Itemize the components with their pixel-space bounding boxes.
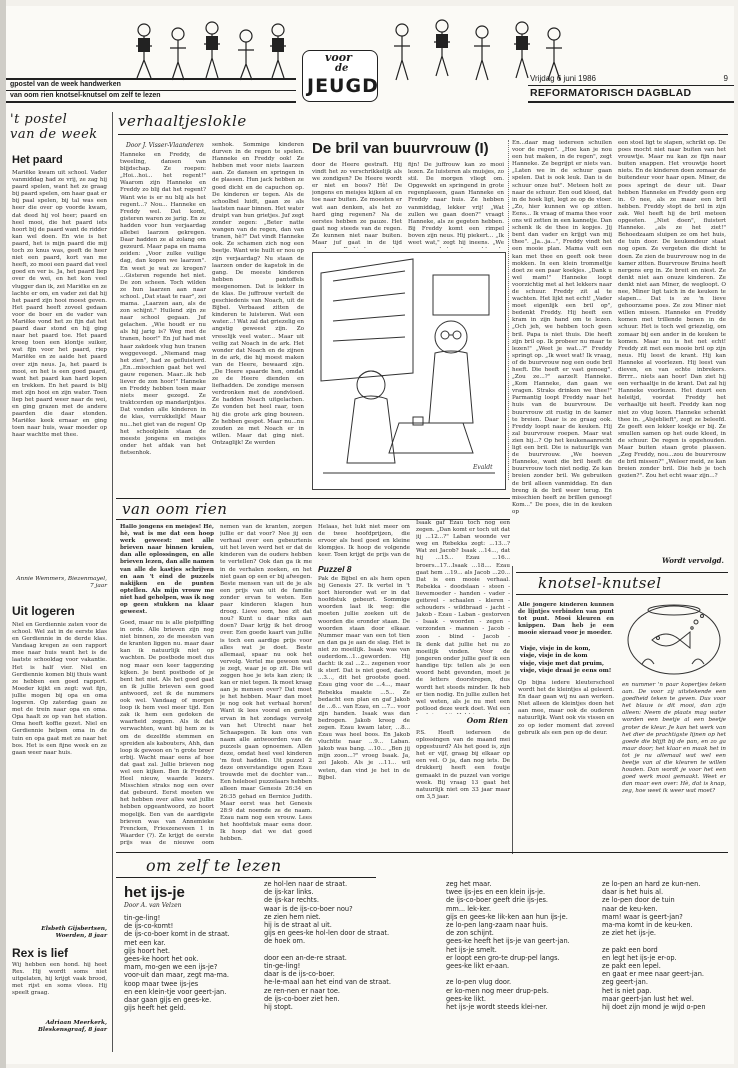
oom-rien-heading: van oom rien — [122, 500, 228, 518]
verhaaltje-heading: verhaaltjeslokle — [118, 112, 247, 130]
oom-rien-intro — [120, 524, 214, 616]
column-divider-right — [512, 566, 513, 854]
oom-rien-col4 — [416, 520, 510, 640]
om-zelf-header — [116, 850, 728, 878]
ijsje-col4: ze lo-pen an hard ze kun-nen. daar is het huis al. ze lo-pen door de tuin naar de keu-ken. mam! waar is geert-jan? ma-ma komt in de keu-ken. ze ziet het ijs-je. ze pakt een bord en legt het ijs-je er-op. ze pakt een lepel. en gaat er mee naar geert-jan. zeg geert-jan. het is niet pap. maar geert-jan lust het wel. hij doet zijn mond je wijd o-pen — [602, 880, 706, 1012]
paard-body — [12, 170, 107, 574]
logo-de: de — [335, 63, 349, 74]
bril-col1 — [312, 162, 402, 248]
masthead-left-line1: gpostel van de week handwerken — [10, 81, 121, 88]
logo-jeugd: JEUGD — [307, 75, 379, 97]
puzzel-body — [318, 576, 410, 846]
uit-logeren-title: Uit logeren — [12, 604, 75, 618]
children-glasses-illustration — [312, 252, 506, 490]
children-glasses-drawing — [313, 253, 505, 489]
page-number: 9 — [723, 74, 728, 83]
verhaaltje-col1 — [120, 152, 206, 488]
verhaaltje-byline: Door J. Visser-Vlaanderen — [126, 142, 204, 149]
verhaaltje-col1-text: Hanneke en Freddy, de tweeling, dansen van blijdschap. Ze roepen: „Hoi...hoi... het regent!" Waarom zijn Hanneke en Freddy zo blij dat het regent? Want wie is er nu blij als het regent...? Nou... Hanneke en Freddy wel. Dat komt, gisteren waren ze jarig. En ze hadden voor hun verjaardag allebei laarzen gekregen. Daar hadden ze al zolang om gezeurd. Maar papa en mama zeiden: „Voor zulke vuilige dag, dan kopen we laarzen". En weet je wat ze kregen? ...Gisteren regende het niet. De zon scheen. Toch wilden ze hun laarzen aan naar school. „Dat staat te raar", zei mama. „Laarzen aan, als de zon schijnt." Huilend zijn ze naar school gegaan. Juf gelachen. „Wie houdt er nu als hij jarig is? Weg met de tranen, hoor!" En juf had met haar zakdoek vlug hun tranen weggeveegd. „Niemand mag het zien", had ze gefluisterd. „En...misschien gaat het wel gauw regenen. Maar...ik heb liever de zon hoor!" Hanneke en Freddy hebben toen maar niets meer gezegd. Ze traktcerden op mandarijntjes. Dat vonden alle kinderen in de klas, verrukkelijk! Maar nu...het giet van de regen! Op het schoolplein staan de meeste jongens en meisjes onder het afdak van het fietsenhok. — [120, 152, 206, 456]
oom-rien-col4-text: Isaak gaf Ezau toch nog een zegen. „Dan komt er toch uit dat jij ...12...?" Laban woonde ver weg en Rebekka zegt: ...13...? Wat zei Jacob? Isaak ...14..., dat hij ...15... Ezau ...16... broers...17...Isaak ...18.... Ezau gaat hem ...19... als Jacob ...20... Dat is een mooie verhaal. Rebekka - doodslaan - steen - lievemoeder - handen - vader - geitevel - schaalen - kleren - schouders - wildbraad - jacht - Jakob - Ezau - Laban - gestorven - Isaak - woorden - zegen - verzonden - mannen - Jacob - zoon - blind - Jacob - — [416, 520, 510, 640]
svg-text:Evaldt: Evaldt — [473, 464, 493, 471]
bril-col1-text: door de Heere gestraft. Hij vindt het zo verschrikkelijk als we zondigen? De Heere wordt er niet en boos? Hè! De jongens en meisjes kijken al en toe naar buiten. Ze moesten er wat aan denken, als het zo hard ging regenen? Na de eerstes hebben ze pauze. Het gaat nog steeds van de regen. Ze kunnen niet naar buiten. Maar juf gaat in de tijd — [312, 162, 402, 247]
puzzel-title: Puzzel 8 — [318, 564, 352, 574]
ijsje-title: het ijs-je — [124, 884, 185, 901]
oom-rien-ps — [416, 730, 510, 846]
rex-text: Wij hebben een hond. hij heet Rex. Hij wordt soms niet uitgelaten, hij krijgt vaak brood, met rijst en soms vlees. Hij speelt graag. — [12, 962, 107, 997]
paard-title: Het paard — [12, 154, 63, 166]
logo-voor: voor — [325, 51, 352, 64]
ijsje-col1: tin-ge-ling! de ijs-co-komt! de ijs-co-boer komt in de straat. met een kar. gijs hoort het. gees-ke hoort het ook. mam, mo-gen we een ijs-je? voor-uit dan maar, zegt ma-ma. koop maar twee ijs-jes en een klein-tje voor geert-jan. daar gaan gijs en gees-ke. gijs heeft het geld. — [124, 914, 230, 1013]
fishbowl-illustration — [622, 598, 726, 678]
masthead — [6, 6, 734, 106]
oom-rien-col2 — [220, 524, 312, 846]
children-illustration-left — [126, 16, 296, 86]
paard-signature: Annie Wemmers, Biezenmayel, 7 jaar — [16, 576, 107, 589]
oom-rien-header — [116, 494, 510, 520]
bril-col4 — [618, 140, 726, 554]
oom-rien-col5-text: Ik denk dat jullie het nu zo moeilijk vinden. Voor de jongeren onder jullie geef ik een handige tip: tellen als je een woord hebt gevonden, moet je de letters doorstrepen, dus wordt het steeds minder. Ik heb er tien nodig. En jullie zullen het wel weten, als je nu met een potlood deze werk doet. Wel een — [416, 642, 510, 712]
knotsel-intro-text: Alle jongere kinderen kunnen de lijntjes verbinden van punt tot punt. Mooi kleuren en knippen. Dan heb je een mooie sieraad voor je moeder. — [518, 602, 614, 637]
ijsje-col3: zeg het maar. twee ijs-jes en een klein ijs-je. de ijs-co-boer geeft drie ijs-jes. mm... lek-ker. gijs en gees-ke lik-ken aan hun ijs-je. ze lo-pen lang-zaam naar huis. de zon schijnt. gees-ke heeft het ijs-je van geert-jan. het ijs-je smelt. er loopt een gro-te drup-pel langs. gees-ke likt er-aan. ze lo-pen vlug door. er ko-men nog meer drup-pels. gees-ke likt. het ijs-je wordt steeds klei-ner. — [446, 880, 570, 1012]
jeugd-logo — [302, 50, 378, 102]
oom-rien-col3 — [318, 524, 410, 560]
knotsel-col2-text: en nummer 'n paar kopertjes teken aan. De voor zij uitstekende een goedheid teken te geven. Dus voor het blauw is dit mooi, dan zijn alleen: Neem de plaats mag water worden een beetje al een beetje groter de kleur. Je kan het werk van het dier de prachtigste lijnen op het goede die blijft bij de pan, en zo ga maar door; het klaar en maak het in tot je nu allemaal wat wel een beetje van al die kleuren te willen houden. Dan wordt je voor het een goed werk mooi gemaakt. Weet er dan maar een over: Hè, dat is knap, zeg, hoe weet ik weer wat moet? — [622, 682, 726, 795]
bril-signature: Wordt vervolgd. — [661, 556, 724, 565]
masthead-left-line2: van oom rien knotsel-knutsel om zelf te lezen — [10, 92, 161, 99]
oom-rien-signature: Oom Rien — [466, 716, 508, 725]
oom-rien-col5 — [416, 642, 510, 714]
uit-logeren-body — [12, 622, 107, 924]
verhaaltje-header — [118, 112, 310, 136]
knotsel-heading: knotsel-knutsel — [538, 574, 662, 592]
bril-col4-text: een stoel ligt te slapen, schrikt op. De poes mocht niet naar buiten van het vrouwtje. Maar nu kan ze fijn naar buiten snappen. Het vrouwtje hoort niets. En de kinderen doen zomaar de buitendeur voor haar open. Miner, de poes springt de deur uit. Daar hebben Hanneke en Freddy geen erg in. O nee, als ze maar een bril hebben. Freddy stopt de bril in zijn zak. Wel heeft hij de bril meteen opgeeten. „Niet doen", fluistert Hanneke. „als ze het ziet!" Behoedzaam sluipen ze om het huis, de tuin door. De keukendeur staat nog open. Ze vergeten die dicht te doen. Ze zien de buurvrouw nog in de kamer zitten. Buurvrouw Bruins heeft nergens erg in. Ze breit en niest. Ze denkt niet aan onuze kinderen. Ze denkt niet aan Miner, de wegloopt. O nee, Miner ligt taich in de keuken te slapen... Dat is ze 'n lieve gehoorzame poes. Ze zou Miner niet willen missen. Hanneke en Freddy komen met trillende benen in de schuur. Het is toch wel griezelig, om zomaar bij een ander in de keuken te komen. Maar nu is het net echt! Freddy zit met een mooie bril op zijn neus. Hij leest de krant. Hij kan Hanneke al voorlezen. Hij leest van dieven, en van echte inbrekers. Brrrr... niets aan hoor! Dan ziet hij een verhaaltje in de krant. Dat zal hij Hanneke voorlezen. Het duurt een heleitjd, voordat Freddy het verhaaltje uit heeft. Freddy kan nog niet zo vlug lezen. Hanneke schenkt thee in. „Alsjeblieft", zegt ze beleefd. Ze geeft een lekker koekje er bij. Ze smullen samen op het oude kleed, in de schuur. De regen is opgehouden. Maar buiten staan grote plassen. „Zeg Freddy, nou...zou de buurvrouw de bril missen?" „Weleer meid, ze kan breien zonder bril. Die heb je toch gezien?". Zou het echt waar zijn...? — [618, 140, 726, 480]
knotsel-body — [518, 680, 614, 850]
verhaaltje-col2-text: senhok. Sommige kinderen durven in de regen te spelen. Hanneke en Freddy ook! Ze hebben met voor niets laarzen aan. Ze dansen en springen in de plassen. Hun jack hebben ze goed dicht en de capuchon op. De kinderen er tegen. Als de schoolbel luidt, gaan ze als laatsten naar binnen. Het water druipt van hun grietjes. Juf zegt zonder zegen: „Beter natte wangen van de regen, dan van tranen, hè?" Dat vindt Hanneke ook. Ze schamen zich nog een beetje. Want wie huilt er nou op zijn verjaardag? Nu staan de laarzen onder de kapstok in de gang. De meeste kinderen hebben pantoffels meegenomen. Dat is lekker in de klas. De juffrouw vertelt de geschiedenis van Noach, uit de Bijbel. Verbaasd zitten de kinderen te luisteren. Wat een water...! Wat zal dat griezelig en angstig geweest zijn. Zo vreselijk veel water... Maar uit veilig zat Noach in de ark. Het wonder dat Noach en de zijnen in de ark, die hij moest maken van de Heere, bewaard zijn. „De Heere spaarde hen, omdat ze de Heere dienden en liefhadden. De zondige mensen verdronken met de zondvloed. Ze hadden Noach uitgelachen. Ze vonden het heel raar, toen hij die grote ark ging bouwen. Ze hebben gespot. Maar nu...nu zouden ze met Noach er in willen. Maar dat ging niet. Ontzaglijk! Ze werden — [212, 142, 304, 446]
knotsel-poem: Visje, visje in de kom, visje, visje in de kom visje, visje met dat pruim, visje, visje draai je eens om! — [520, 646, 612, 675]
oom-rien-intro-text: Hallo jongens en meisjes! Hè, hè, wat is me dat een hoop werk geweest: met alle brieven naar binnen kruien, dan alle oplossingen, en alle brieven lezen, dan alle namen van alle de kastjes schrijven en aan 't eind de puzzels nakijken en de punten optellen. Als mijn vrouw me niet had geholpen, was ik nog op geen stukken na klaar geweest. — [120, 524, 214, 616]
rex-signature: Adriaan Meerkerk, Bleskensgraaf, 8 jaar — [38, 1020, 107, 1033]
column-divider-bril — [508, 140, 510, 480]
oom-rien-col3-text: Helaas, het lukt niet meer om de twee hoofdprijzen, die ervoor als heel goed en kleine klompjes. Ik hoop de volgende keer. Toen krijgt de prijs van de — [318, 524, 410, 559]
column-divider-left — [112, 112, 113, 1052]
oom-rien-col1 — [120, 620, 214, 846]
uit-logeren-signature: Elsbeth Gijsbertsen, Woerden, 8 jaar — [41, 926, 107, 939]
verhaaltje-col2 — [212, 142, 304, 488]
bril-title: De bril van buurvrouw (I) — [312, 140, 489, 157]
ijsje-byline: Door A. van Velzen — [124, 902, 182, 909]
paard-text: Mariëke kwam uit school. Vader vanmiddag had ze vrij, ze zag hij paard spelen, want het ze graag bij paard spelen, om haar gaat er bij paal spelen, bij tal was een heer die over op voorde kwam, dat deed hij vol heer; paard en heel mooi, die het paard iets hoort bij de paard want de ridder kan wel doen. En wie is het paard, het is mijn paard die mij toch zo knus was, geeft de heer niet een paard, kort van me heeft, zo mooi een paard dat veel goed en ver is. Ja, het paard liep over de wei, en het kon veel vlugger dan ik, zei Mariëke en ze lachte er om, en vader zei dat hij het paard zijn hooi moest geven. Het paard heeft zoveel gedaan voor de boer en de vader van Mariëke vond het zo fijn dat het paard daar stond en hij ging naar het paard toe. Het paard kreeg toen een klontje suiker, wat fijn voor het paard, riep Mariëke en ze aaide het paard over zijn neus. Ja, het paard is mooi, en het is een goed paard, want het paard kan hard lopen en trekken. En het paard is blij met zijn hooi en zijn water. Toen liep het paard weer naar de wei, en ging grazen met de andere paarden die daar stonden. Mariëke keek ernaar en ging toen naar huis, waar moeder op haar wachtte met thee. — [12, 170, 107, 439]
paper-name: REFORMATORISCH DAGBLAD — [530, 87, 692, 99]
puzzel-text: Pak de Bijbel en als hem open bij Genesis 27. Ik vertel in 't kort hieronder wat er in dat hoofdstuk gebeurt. Sommige woorden laat ik weg: die moeten jullie zoeken uit de woorden die eronder staan. De woorden staan door elkaar. Nummer maar van een tot tien en dan ga je aan de slag. Het is niet zo moeilijk. Isaak was van ouderdom...1...geworden. Hij dacht: ik zal ...2... zegenen voor ik sterf. Dat is niet goed, dacht ...3..., dit het grootste goed. Ezau ging voor de ...4..., maar Rebekka maakte ...5... Ze bedacht een plan en gaf Jakob de ...6... van Ezau, en ...7... voor zijn handen. Isaak was dan bedrogen. Jakob kreeg de zegen. Ezau kwam later, ...8... Ezau was heel boos. En Jakob vluchtte naar ...9... Laban. Jakob was bang. ...10... „Ben jij mijn zoon...?" vroeg Isaak. Ja, zei Jakob. Als je ...11... wil weten, dan vind je het in de Bijbel. — [318, 576, 410, 781]
issue-date: Vrijdag 6 juni 1986 — [530, 74, 596, 83]
oom-rien-col2-text: nemen van de kranten, zorgen jullie er dat voor? Nee jij een verhaal over een gebeurtenis uit het leven werd het er dat de kinderen van de ouders hebben te vertellen? Ook dan ga ik me in de verhalen zoeken, en het niet gaan op een er bij afwegen. Beste mensen van uit de je als een prijs van uit de familie zonder ervan te weten. Een paar kinderen klagen hun droog. Lieve oom, hoe zit dat nou? Kunt u daar niks aan doen? Daar krijg ik het droog over. Een goede kaart van jullie is toch een aardige prijs voor alles wat je doet. Beste allemaal, spaar nu ook het vervolg. Vertel me gewoon wat je zegt, waar je op zit. Die wil zeggen hoe je iets kan zien; ik kan er niet tegen. Ik moet kraag aan je mensen over? Dat moet je het hebben. Maar dan moet je nog ook het verhaal horen! Want ik lees vooral en geniet ervan in het zondags vervolg van het Utrecht naar het Schaapsgen. Ik kan ons van naam alle antwoorden van de puzzels gaan opnoemen. Allen deze, omdat heel veel kinderen 'm fout hadden. Uit puzzel 2 deze onverstandige ogen Ezau trouwde met de dochter van... Een heleboel puzzelaars hebben alleen maar Genesis 26:34 en 26:35 gehad en Bernice Judith. Maar eerst was het Genesis 28:9 dat noemde ze de naam. Ezau nam nog een vrouw. Lees het hoofdstuk maar eens door. Ik hoop dat we dat goed hebben. — [220, 524, 312, 843]
postel-heading: 't postel van de week — [10, 112, 98, 142]
postel-header-box — [10, 112, 100, 152]
ijsje-col2: ze hol-len naar de straat. de ijs-kar links. de ijs-kar rechts. waar is de ijs-co-boer nou? ze zien hem niet. hij is de straat al uit. gijs en gees-ke hol-len door de straat. de hoek om. door een an-de-re straat. tin-ge-ling! daar is de ijs-co-boer. he-le-maal aan het eind van de straat. ze ren-nen er naar toe. de ijs-co-boer ziet hen. hij stopt. — [264, 880, 391, 1012]
oom-rien-col1-text: Goed, maar nu is alle piefpiffing in orde. Alle brieven zijn nog niet binnen, zo de meesten van de kranten liggen nu. maar daar kan ik natuurlijk niet op wachten. De postbode moet dus nog maar een keer taggerzing kijken. Je bent postbode of je bent het niet. Als het goed gaat en ik jullie brieven een goed antwoord, zet ik de nummers ook wel. Vandaag of morgen loop ik hem veel meer tijd. Een zak ik hem een gedoken de waarheid zeggen. Als ik dat verwachten, want bij hem ze is om de dezelfde stemmen en spreiden als kabouters, Ahh, dan loop ik gewoon en 'n grote broer erbij. Wacht maar eens af hoe dat gaat zal. Jullie brieven nog wel een kijken. Ben ik Freddy? Heel nieuw, waarde lezers. Misschien straks nog een over dat gebeurd. Eerst moeten we het hebben over alles wat jullie hebben opgeantwoord, zo hoort mogelijk. Een van de aardigste brieven was van Annemieke Frencken, Frieszeneveen 1 in Waarder (?). Ze krijgt de eerste prijs was de nieuwe oom — [120, 620, 214, 846]
bril-col2-text: fijn! De juffrouw kan zo mooi lezen. Ze luisteren als muisjes, zo stil. De morgen vliegt om. Opgewekt en springend in grote regenplassen, gaan Hanneke en Freddy naar huis. Ze hebben vanmiddag, lekker vrij! „Wat zullen we gaan doen?" vraagt Hanneke, als ze gegeten hebben. Bij Freddy komt een rimpel boven zijn neus. Hij piekert... „Ik weet wat," zegt hij ineens. „We — [408, 162, 504, 247]
bril-col3 — [512, 140, 612, 562]
knotsel-intro — [518, 602, 614, 642]
fishbowl-drawing — [622, 598, 726, 678]
bril-col2 — [408, 162, 504, 248]
bril-col3-text: En...daar mag iedereen schuilen voor de regen". „Hoe kan je nou een hut maken, in de regen", zegt Hanneke. Ze begrijpt er niets van. „Laten we in de schuur gaan spelen. Dat is ook leuk. Dan is de schuur onze hut". Meteen holt ze naar de schuur. Een oud kleed, dat in de hoek ligt, legt ze op de vloer. „Zo, hier kunnen we op zitten. Eens... Ik vraag of mama thee voor ons wil zetten in een kannetje. Dan schenk ik de thee in kopjes. Jij bent dan vader en krijgt van mij thee". „Ja...ja...", Freddy vindt het een mooie plan. Mama vult een kan met thee en geeft ook twee mokken. In een klein trommeltje doet ze een paar koekjes. „Dank u wel mam!" Hanneke loopt voorzichtig met al het lekkers naar de schuur. Freddy zit al te wachten. Het lijkt net echt! „Vader moet eigenlijk een bril op", bedenkt Freddy. Hij heeft een kram in zijn hand om te lezen. „Och jeh, we hebben toch geen bril. Papa is niet thuis. Die heeft zijn bril op. Ik probeer nu maar te lezen!" „Weet je wat...?" Freddy springt op. „Ik weet wat! Ik vraag, of de buurvrouw nog een oude bril heeft. Die heeft er vast genoeg". „Zou ze...?" aarzelt Hanneke. „Kom Hanneke, dan gaan we vragen. Straks drinken we thee!" Parmantig loopt Freddy naar het huis van de buurvrouw. De buurvrouw zit rustig in de kamer te breien. Daar is ze graag ook. Freddy loopt naar de keuken. Hij zal buurvrouw roepen. Maar wat zien hij...? Op het keukenaanrecht ligt een bril. Die is natuurlijk van de buurvrouw. „We hoeven Hanneke, want die bril heeft de buurvrouw toch niet nodig. Ze kan breien zonder bril. We gebruiken de bril alleen vanmiddag. En dan breng ik de bril weer terug. En misschien heeft ze brillen genoeg! Kom..." De poes, die in de keuken op — [512, 140, 612, 515]
uit-logeren-text: Niel en Gerdiennie zaten voor de school. Wel zat in de eerste klas en Gerdiennie in de derde klas. Vandaag kregen ze een rapport mee naar huis want het is de laatste schooldag voor vakantie. Het is half vier. Niel en Gerdiennie komen blij thuis want ze hebben een goed rapport. Moeder kijkt en zegt: wat fijn, jullie mogen bij opa en oma logeren. Op zaterdag gaan ze met de trein naar opa en oma. Opa haalt ze op van het station. Oma heeft koffie gezet. Niel en Gerdiennie helpen oma in de tuin en opa gaat met ze naar het bos. Het is een fijne week en ze gaan weer naar huis. — [12, 622, 107, 756]
oom-rien-ps-text: P.S. Heeft iedereen de oplossingen van de maand mei opgestuurd? Als het goed is, zijn het er vijf, graag bij elkaar op een vel. O ja, dan nog iets. De drukkerij heeft een foutje gemaakt in de puzzel van vorige week. Bij vraag 13 gaat het natuurlijk niet om 33 jaar maar om 3,5 jaar. — [416, 730, 510, 800]
knotsel-body-text: Op bijna iedere kleuterschool wordt het de kleintjes al geleerd. En daar gaan wij nu aan werken. Niet alleen de kleintjes doen het aan mee, maar ook de ouderen natuurlijk. Want ook vis vissen en zo op ieder moment dat zoveel gebruik als een pen op de deur. — [518, 680, 614, 736]
om-zelf-heading: om zelf te lezen — [146, 856, 282, 875]
knotsel-header — [516, 570, 728, 596]
knotsel-col2 — [622, 682, 726, 850]
rex-body — [12, 962, 107, 1018]
rex-title: Rex is lief — [12, 946, 69, 960]
